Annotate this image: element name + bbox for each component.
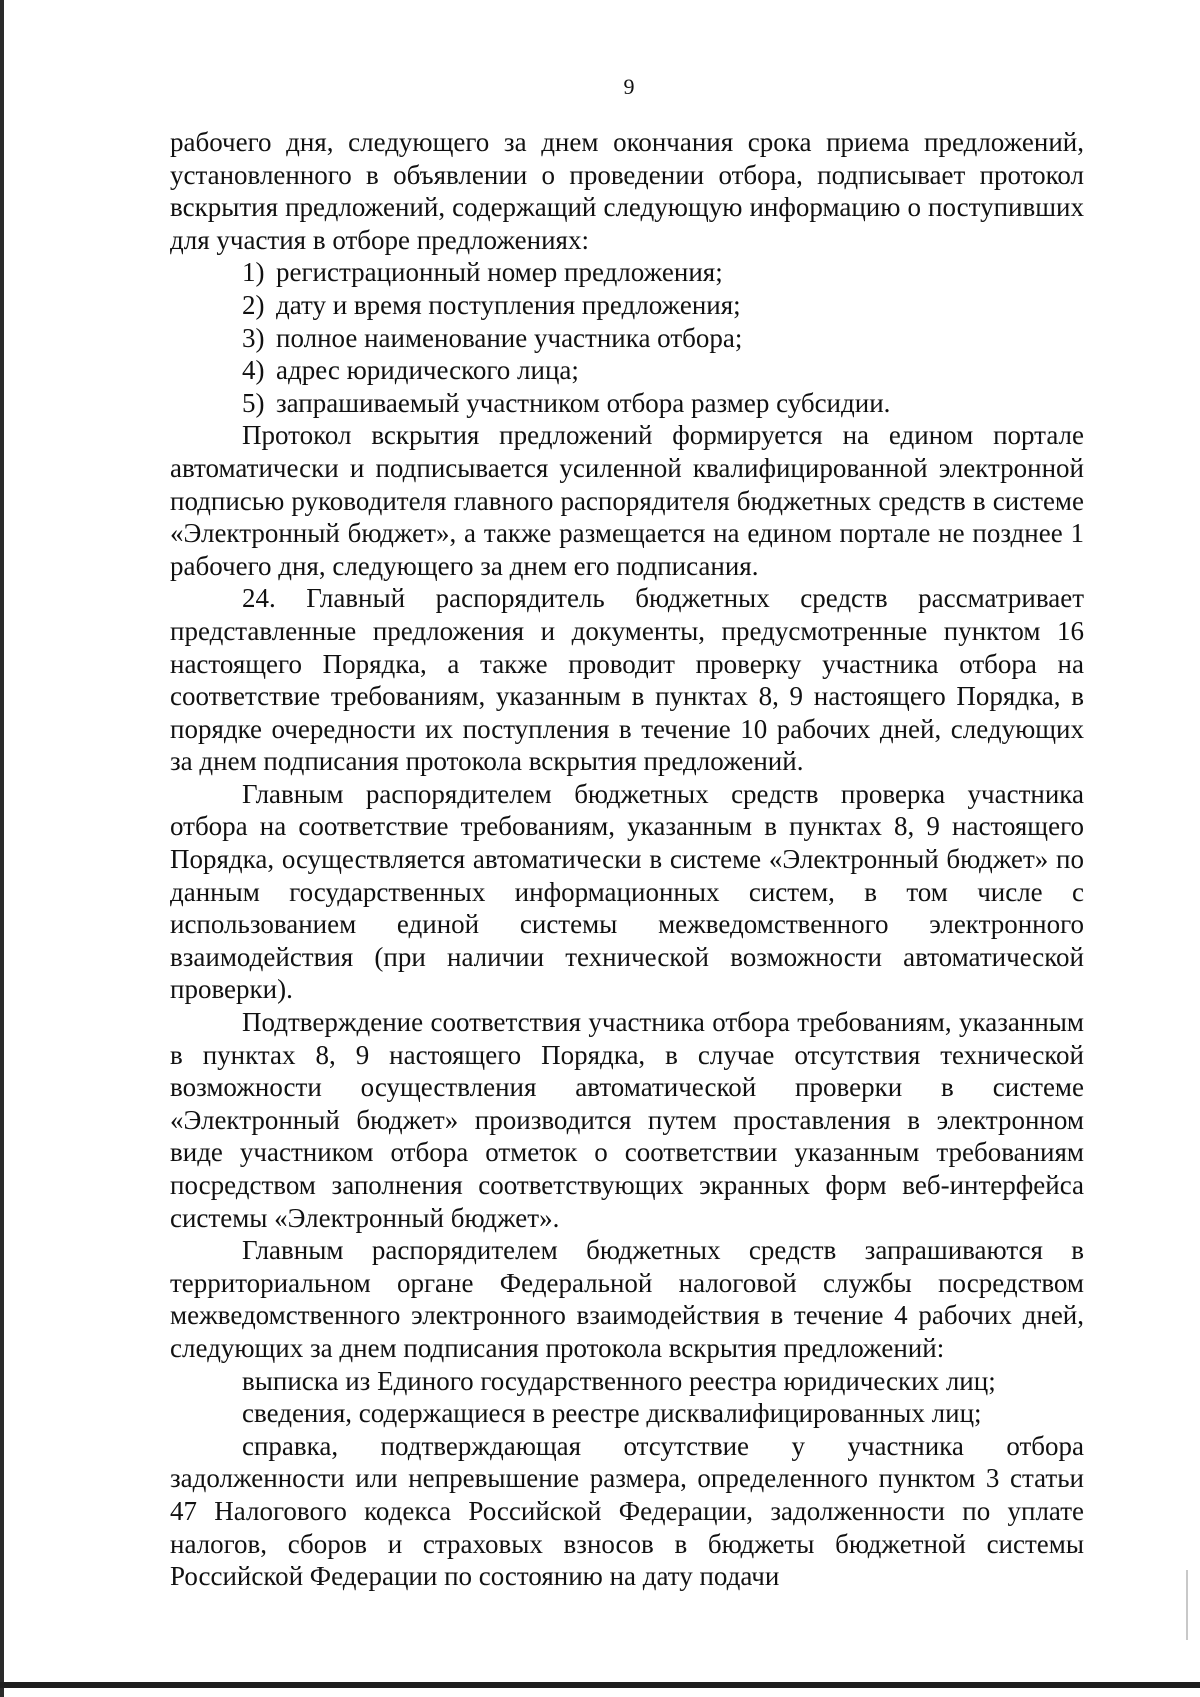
paragraph: выписка из Единого государственного реестра юридических лиц; — [242, 1365, 996, 1396]
list-item — [170, 322, 1084, 355]
paragraph: Протокол вскрытия предложений формируется на едином портале автоматически и подписывается усиленной квалифицированной электронной подписью руководителя главного распорядителя бюджетных средств в системе «Электронный бюджет», а также размещается на едином портале не позднее 1 рабочего дня, следующего за днем его подписания. — [170, 420, 1084, 581]
page-number: 9 — [623, 74, 635, 99]
list-item-text: запрашиваемый участником отбора размер субсидии. — [276, 387, 891, 418]
scan-bottom-edge — [0, 1682, 1200, 1688]
list-item — [170, 289, 1084, 322]
list-item — [170, 256, 1084, 289]
list-item-text: адрес юридического лица; — [276, 355, 579, 386]
paragraph: 24. Главный распорядитель бюджетных средств рассматривает представленные предложения и документы, предусмотренные пунктом 16 настоящего Порядка, а также проводит проверку участника отбора на соответствие требованиям, указанным в пунктах 8, 9 настоящего Порядка, в порядке очередности их поступления в течение 10 рабочих дней, следующих за днем подписания протокола вскрытия предложений. — [170, 583, 1084, 777]
document-body — [170, 126, 1084, 1593]
paragraph: сведения, содержащиеся в реестре дисквалифицированных лиц; — [242, 1398, 982, 1429]
paragraph: рабочего дня, следующего за днем окончания срока приема предложений, установленного в объявлении о проведении отбора, подписывает протокол вскрытия предложений, содержащий следующую информацию о поступивших для участия в отборе предложениях: — [170, 127, 1084, 255]
list-item — [170, 387, 1084, 420]
list-item-number: 5) — [242, 387, 265, 418]
list-item — [170, 354, 1084, 387]
list-item-text: полное наименование участника отбора; — [276, 322, 743, 353]
list-item-number: 4) — [242, 355, 265, 386]
paragraph: справка, подтверждающая отсутствие у участника отбора задолженности или непревышение размера, определенного пунктом 3 статьи 47 Налогового кодекса Российской Федерации, задолженности по уплате налогов, сборов и страховых взносов в бюджеты бюджетной системы Российской Федерации по состоянию на дату подачи — [170, 1430, 1084, 1592]
list-item-text: регистрационный номер предложения; — [276, 257, 723, 288]
list-item-number: 2) — [242, 289, 265, 320]
scan-artifact — [1186, 1570, 1188, 1640]
paragraph: Подтверждение соответствия участника отбора требованиям, указанным в пунктах 8, 9 настоящего Порядка, в случае отсутствия технической возможности осуществления автоматической проверки в системе «Электронный бюджет» производится путем проставления в электронном виде участником отбора отметок о соответствии указанным требованиям посредством заполнения соответствующих экранных форм веб-интерфейса системы «Электронный бюджет». — [170, 1007, 1084, 1233]
scan-left-edge — [0, 0, 4, 1697]
list-item-number: 3) — [242, 322, 265, 353]
list-item-text: дату и время поступления предложения; — [276, 289, 741, 320]
paragraph: Главным распорядителем бюджетных средств проверка участника отбора на соответствие требованиям, указанным в пунктах 8, 9 настоящего Порядка, осуществляется автоматически в системе «Электронный бюджет» по данным государственных информационных систем, в том числе с использованием единой системы межведомственного электронного взаимодействия (при наличии технической возможности автоматической проверки). — [170, 778, 1084, 1005]
list-item-number: 1) — [242, 257, 265, 288]
paragraph: Главным распорядителем бюджетных средств запрашиваются в территориальном органе Федеральной налоговой службы посредством межведомственного электронного взаимодействия в течение 4 рабочих дней, следующих за днем подписания протокола вскрытия предложений: — [170, 1235, 1084, 1363]
